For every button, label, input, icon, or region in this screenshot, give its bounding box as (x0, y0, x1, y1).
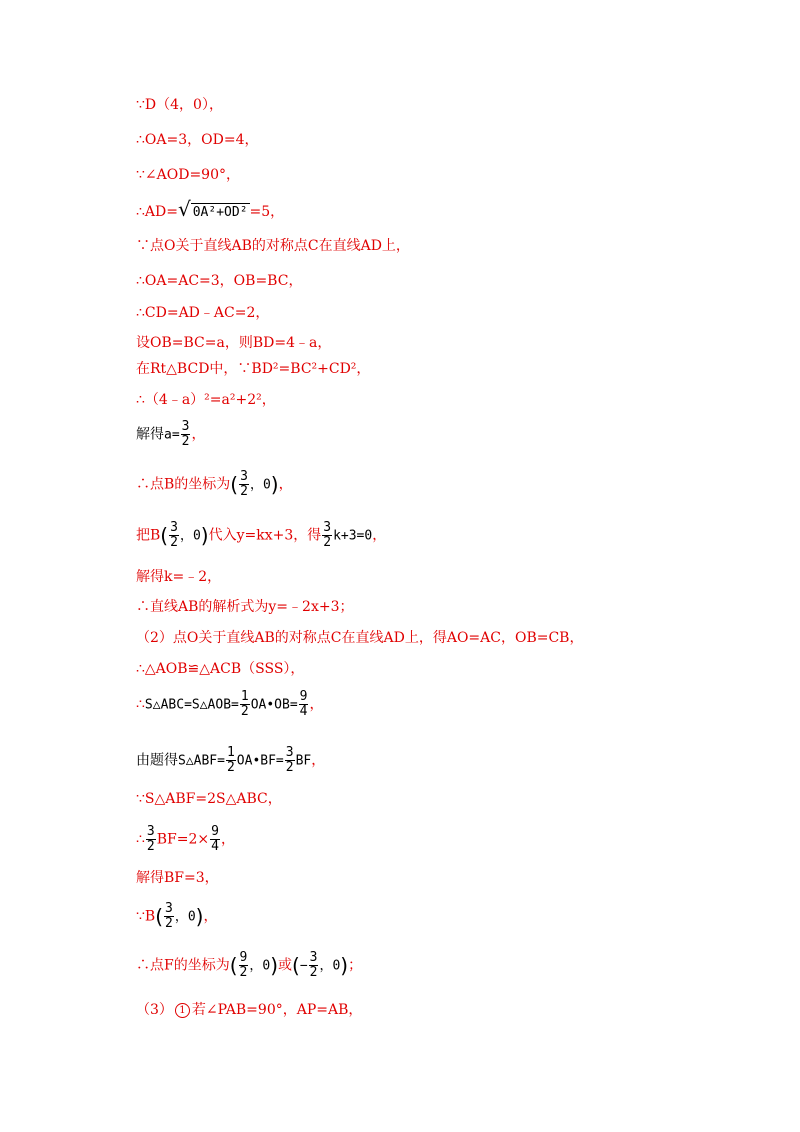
line-11 (136, 420, 205, 449)
or-word: 或 (278, 957, 292, 974)
fraction (309, 951, 319, 980)
fraction-numerator: 3 (146, 824, 155, 839)
fraction (164, 902, 174, 931)
fraction-numerator: 1 (226, 745, 235, 760)
line-4-suffix: =5， (249, 204, 285, 220)
line-13-suffix: ， (372, 527, 387, 544)
line-13-prefix: 把B (136, 527, 161, 544)
sqrt-expression: 0A²+OD² (192, 205, 248, 220)
fraction (169, 521, 179, 550)
line-7: ∴CD=AD﹣AC=2， (136, 305, 270, 321)
right-paren: ) (200, 523, 209, 548)
fraction-denominator: 2 (240, 704, 249, 719)
product-expression: OA•BF= (236, 753, 284, 769)
line-25-text: 若∠PAB=90°，AP=AB， (191, 1002, 363, 1018)
line-12-prefix: ∴点B的坐标为 (136, 476, 231, 493)
line-4-prefix: ∴AD= (136, 204, 178, 220)
fraction (239, 951, 249, 980)
line-24 (136, 951, 362, 980)
fraction-denominator: 2 (285, 760, 294, 775)
line-15: ∴直线AB的解析式为y=﹣2x+3； (136, 599, 354, 615)
line-18-prefix: ∴ (136, 696, 145, 713)
fraction-denominator: 2 (170, 535, 178, 550)
coordinate-tail: ，0 (249, 477, 271, 493)
line-9: 在Rt△BCD中，∵BD²=BC²+CD²， (136, 361, 371, 377)
fraction (285, 746, 295, 775)
fraction (181, 420, 191, 449)
line-11-lhs: a= (164, 427, 180, 443)
left-paren: ( (292, 953, 300, 978)
line-23-prefix: ∵B (136, 908, 156, 925)
line-19 (136, 746, 325, 775)
right-paren: ) (270, 953, 278, 978)
coordinate-tail: ，0 (319, 958, 341, 974)
area-expression: =S△AOB= (184, 697, 239, 713)
line-25-prefix: （3） (136, 1002, 173, 1018)
fraction-numerator: 1 (240, 689, 249, 704)
left-paren: ( (229, 953, 238, 978)
fraction-numerator: 9 (211, 824, 219, 839)
fraction (239, 470, 249, 499)
fraction-numerator: 3 (309, 950, 318, 965)
fraction-numerator: 3 (285, 745, 294, 760)
line-22: 解得BF=3， (136, 870, 219, 886)
fraction-numerator: 3 (323, 520, 332, 535)
line-18-suffix: ， (309, 696, 324, 713)
fraction (240, 690, 250, 719)
line-13-middle: 代入y=kx+3，得 (208, 527, 322, 544)
right-paren: ) (195, 904, 204, 929)
line-19-suffix: ， (311, 752, 326, 769)
line-2: ∴OA=3，OD=4， (136, 132, 259, 148)
fraction-denominator: 2 (240, 484, 248, 499)
line-10: ∴（4﹣a）²=a²+2²， (136, 392, 276, 408)
fraction-numerator: 3 (170, 520, 178, 535)
fraction-denominator: 2 (146, 839, 155, 854)
line-21-prefix: ∴ (136, 831, 145, 848)
line-6: ∴OA=AC=3，OB=BC， (136, 273, 303, 289)
right-paren: ) (340, 953, 349, 978)
fraction-denominator: 4 (299, 704, 308, 719)
line-21 (136, 825, 235, 854)
fraction (299, 690, 309, 719)
line-17: ∴△AOB≌△ACB（SSS）， (136, 661, 305, 677)
product-expression: OA•OB= (250, 697, 298, 713)
fraction-numerator: 3 (165, 901, 173, 916)
circled-number: 1 (175, 1003, 190, 1018)
line-24-suffix: ； (348, 957, 363, 974)
fraction (226, 746, 236, 775)
fraction-denominator: 2 (165, 916, 173, 931)
fraction-denominator: 2 (323, 535, 332, 550)
line-14: 解得k=﹣2， (136, 569, 222, 585)
line-25 (136, 1001, 362, 1019)
fraction-denominator: 2 (226, 760, 235, 775)
line-12 (136, 470, 293, 499)
line-13 (136, 521, 386, 550)
left-paren: ( (230, 472, 239, 497)
coordinate-tail: ，0 (179, 528, 201, 544)
line-12-suffix: ， (278, 476, 293, 493)
line-21-middle: BF=2× (156, 831, 210, 848)
line-11-suffix: ， (191, 426, 206, 443)
line-23-suffix: ， (203, 908, 218, 925)
line-3: ∵∠AOD=90°， (136, 167, 240, 183)
negative-sign: − (299, 958, 308, 974)
left-paren: ( (160, 523, 169, 548)
area-expression: S△ABC (144, 697, 185, 713)
line-11-prefix: 解得 (136, 426, 164, 443)
coordinate-tail: ，0 (249, 958, 271, 974)
right-paren: ) (270, 472, 279, 497)
line-5: ∵点O关于直线AB的对称点C在直线AD上， (136, 238, 410, 254)
fraction-numerator: 9 (299, 689, 308, 704)
line-8: 设OB=BC=a，则BD=4﹣a， (136, 335, 332, 351)
equation-tail: k+3=0 (333, 528, 373, 544)
fraction-denominator: 2 (181, 434, 190, 449)
fraction-numerator: 3 (181, 419, 190, 434)
fraction-numerator: 3 (240, 469, 248, 484)
line-20: ∵S△ABF=2S△ABC， (136, 791, 282, 807)
coordinate-tail: ，0 (174, 909, 196, 925)
left-paren: ( (155, 904, 164, 929)
fraction-denominator: 4 (211, 839, 219, 854)
line-21-suffix: ， (220, 831, 235, 848)
line-4 (136, 197, 285, 222)
fraction-denominator: 2 (309, 965, 318, 980)
line-24-prefix: ∴点F的坐标为 (136, 957, 230, 974)
area-expression: S△ABF= (178, 753, 225, 769)
fraction-numerator: 9 (239, 950, 248, 965)
fraction-denominator: 2 (239, 965, 248, 980)
line-19-prefix: 由题得 (136, 752, 178, 769)
fraction (146, 825, 156, 854)
line-18 (136, 690, 323, 719)
fraction (210, 825, 220, 854)
fraction (322, 521, 332, 550)
sqrt-sign: √ (177, 197, 191, 221)
line-16: （2）点O关于直线AB的对称点C在直线AD上，得AO=AC，OB=CB， (136, 630, 584, 646)
line-23 (136, 902, 217, 931)
bf-term: BF (295, 753, 312, 769)
line-1: ∵D（4，0）， (136, 97, 223, 113)
